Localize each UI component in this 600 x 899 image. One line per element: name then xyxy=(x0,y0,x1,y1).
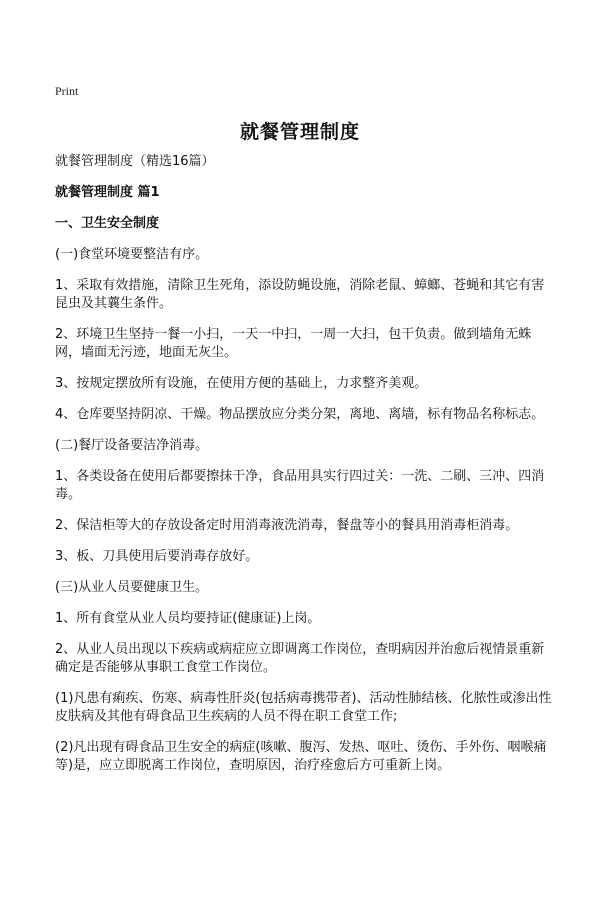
paragraph: 3、板、刀具使用后要消毒存放好。 xyxy=(55,549,259,564)
paragraph: 2、环境卫生坚持一餐一小扫，一天一中扫，一周一大扫，包干负责。做到墙角无蛛网，墙面无污迹，地面无灰尘。 xyxy=(55,327,532,360)
paragraph: (三)从业人员要健康卫生。 xyxy=(55,580,209,595)
paragraph: (1)凡患有痢疾、伤寒、病毒性肝炎(包括病毒携带者)、活动性肺结核、化脓性或渗出性皮肤病及其他有碍食品卫生疾病的人员不得在职工食堂工作; xyxy=(55,691,552,724)
paragraph: 1、所有食堂从业人员均要持证(健康证)上岗。 xyxy=(55,611,321,626)
section-title: 就餐管理制度 篇1 xyxy=(55,185,160,200)
paragraph: 3、按规定摆放所有设施，在使用方便的基础上，力求整齐美观。 xyxy=(55,376,428,391)
paragraph: 2、保洁柜等大的存放设备定时用消毒液洗消毒，餐盘等小的餐具用消毒柜消毒。 xyxy=(55,518,519,533)
print-label: Print xyxy=(55,84,79,98)
paragraph: (一)食堂环境要整洁有序。 xyxy=(55,247,209,262)
paragraph: (二)餐厅设备要洁净消毒。 xyxy=(55,438,209,453)
paragraph: 2、从业人员出现以下疾病或病症应立即调离工作岗位，查明病因并治愈后视情景重新确定是否能够从事职工食堂工作岗位。 xyxy=(55,642,545,675)
document-title: 就餐管理制度 xyxy=(239,121,360,143)
document-body xyxy=(55,153,555,788)
document-subtitle: 就餐管理制度（精选16篇） xyxy=(55,154,215,169)
paragraph: 4、仓库要坚持阴凉、干燥。物品摆放应分类分架，离地、离墙，标有物品名称标志。 xyxy=(55,407,545,422)
paragraph: 1、各类设备在使用后都要擦抹干净，食品用具实行四过关：一洗、二刷、三冲、四消毒。 xyxy=(55,469,545,502)
paragraph: (2)凡出现有碍食品卫生安全的病症(咳嗽、腹泻、发热、呕吐、烫伤、手外伤、咽喉痛等)是，应立即脱离工作岗位，查明原因，治疗痊愈后方可重新上岗。 xyxy=(55,740,547,773)
section-heading: 一、卫生安全制度 xyxy=(55,216,160,231)
paragraph: 1、采取有效措施，清除卫生死角，添设防蝇设施，消除老鼠、蟑螂、苍蝇和其它有害昆虫及其蘘生条件。 xyxy=(55,278,545,311)
paragraph-list xyxy=(55,215,555,775)
